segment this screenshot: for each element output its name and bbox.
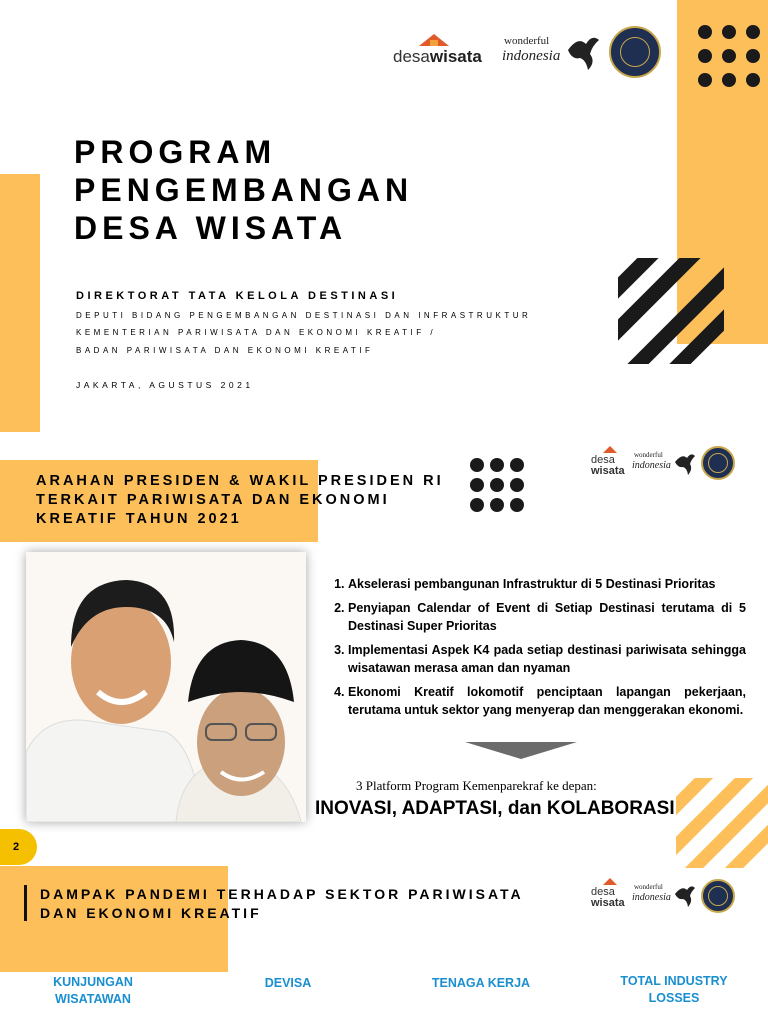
dots-decoration-top (698, 25, 760, 87)
main-title: PROGRAM PENGEMBANGAN DESA WISATA (74, 134, 414, 246)
diagonal-stripes-dark (618, 258, 724, 364)
desa-wisata-logo-small: desa wisata (591, 446, 631, 480)
list-item: 3. Implementasi Aspek K4 pada setiap destinasi pariwisata sehingga wisatawan merasa aman dan nyaman (348, 641, 746, 677)
wonderful-indonesia-logo: wonderful indonesia (500, 34, 600, 74)
diagonal-stripes-orange (676, 778, 768, 868)
place-date: JAKARTA, AGUSTUS 2021 (76, 380, 254, 390)
wonderful-indonesia-logo-small-2: wonderful indonesia (632, 884, 696, 910)
ministry-name: KEMENTERIAN PARIWISATA DAN EKONOMI KREATIF / (76, 328, 437, 337)
leaders-illustration (26, 552, 306, 822)
desa-wisata-logo-small-2: desa wisata (591, 878, 631, 912)
page-number: 2 (13, 841, 20, 853)
slide2-heading: ARAHAN PRESIDEN & WAKIL PRESIDEN RI TERKAIT PARIWISATA DAN EKONOMI KREATIF TAHUN 2021 (36, 473, 444, 527)
label-tenaga-kerja: TENAGA KERJA (431, 976, 531, 990)
leaders-photo (26, 552, 306, 822)
ministry-seal-icon-small-2 (701, 879, 735, 913)
directives-list (326, 575, 746, 725)
down-arrow-icon (465, 742, 577, 760)
label-devisa: DEVISA (264, 976, 312, 990)
list-item: 2. Penyiapan Calendar of Event di Setiap Destinasi terutama di 5 Destinasi Super Prioritas (348, 599, 746, 635)
label-kunjungan-wisatawan: KUNJUNGAN WISATAWAN (53, 975, 133, 1006)
ministry-seal-icon (609, 26, 661, 78)
dots-decoration-mid (470, 458, 524, 512)
ministry-seal-icon-small (701, 446, 735, 480)
wonderful-indonesia-logo-small: wonderful indonesia (632, 452, 696, 478)
label-total-industry-losses: TOTAL INDUSTRY LOSSES (620, 974, 728, 1005)
orange-block-left (0, 174, 40, 432)
list-item: 1. Akselerasi pembangunan Infrastruktur di 5 Destinasi Prioritas (348, 575, 746, 593)
garuda-bird-icon (566, 34, 600, 72)
slide3-heading-bar (24, 885, 27, 921)
list-item: 4. Ekonomi Kreatif lokomotif penciptaan lapangan pekerjaan, terutama untuk sektor yang menyerap dan menggerakan ekonomi. (348, 683, 746, 719)
desa-wisata-roof-icon (419, 34, 449, 48)
slide3-heading: DAMPAK PANDEMI TERHADAP SEKTOR PARIWISATA DAN EKONOMI KREATIF (40, 886, 524, 921)
directorate-name: DIREKTORAT TATA KELOLA DESTINASI (76, 290, 399, 302)
deputy-name: DEPUTI BIDANG PENGEMBANGAN DESTINASI DAN INFRASTRUKTUR (76, 311, 532, 320)
platform-intro: 3 Platform Program Kemenparekraf ke depan: (356, 778, 597, 793)
desa-wisata-logo: desawisata (393, 34, 495, 68)
agency-name: BADAN PARIWISATA DAN EKONOMI KREATIF (76, 346, 374, 355)
platform-main: INOVASI, ADAPTASI, dan KOLABORASI (315, 798, 675, 819)
